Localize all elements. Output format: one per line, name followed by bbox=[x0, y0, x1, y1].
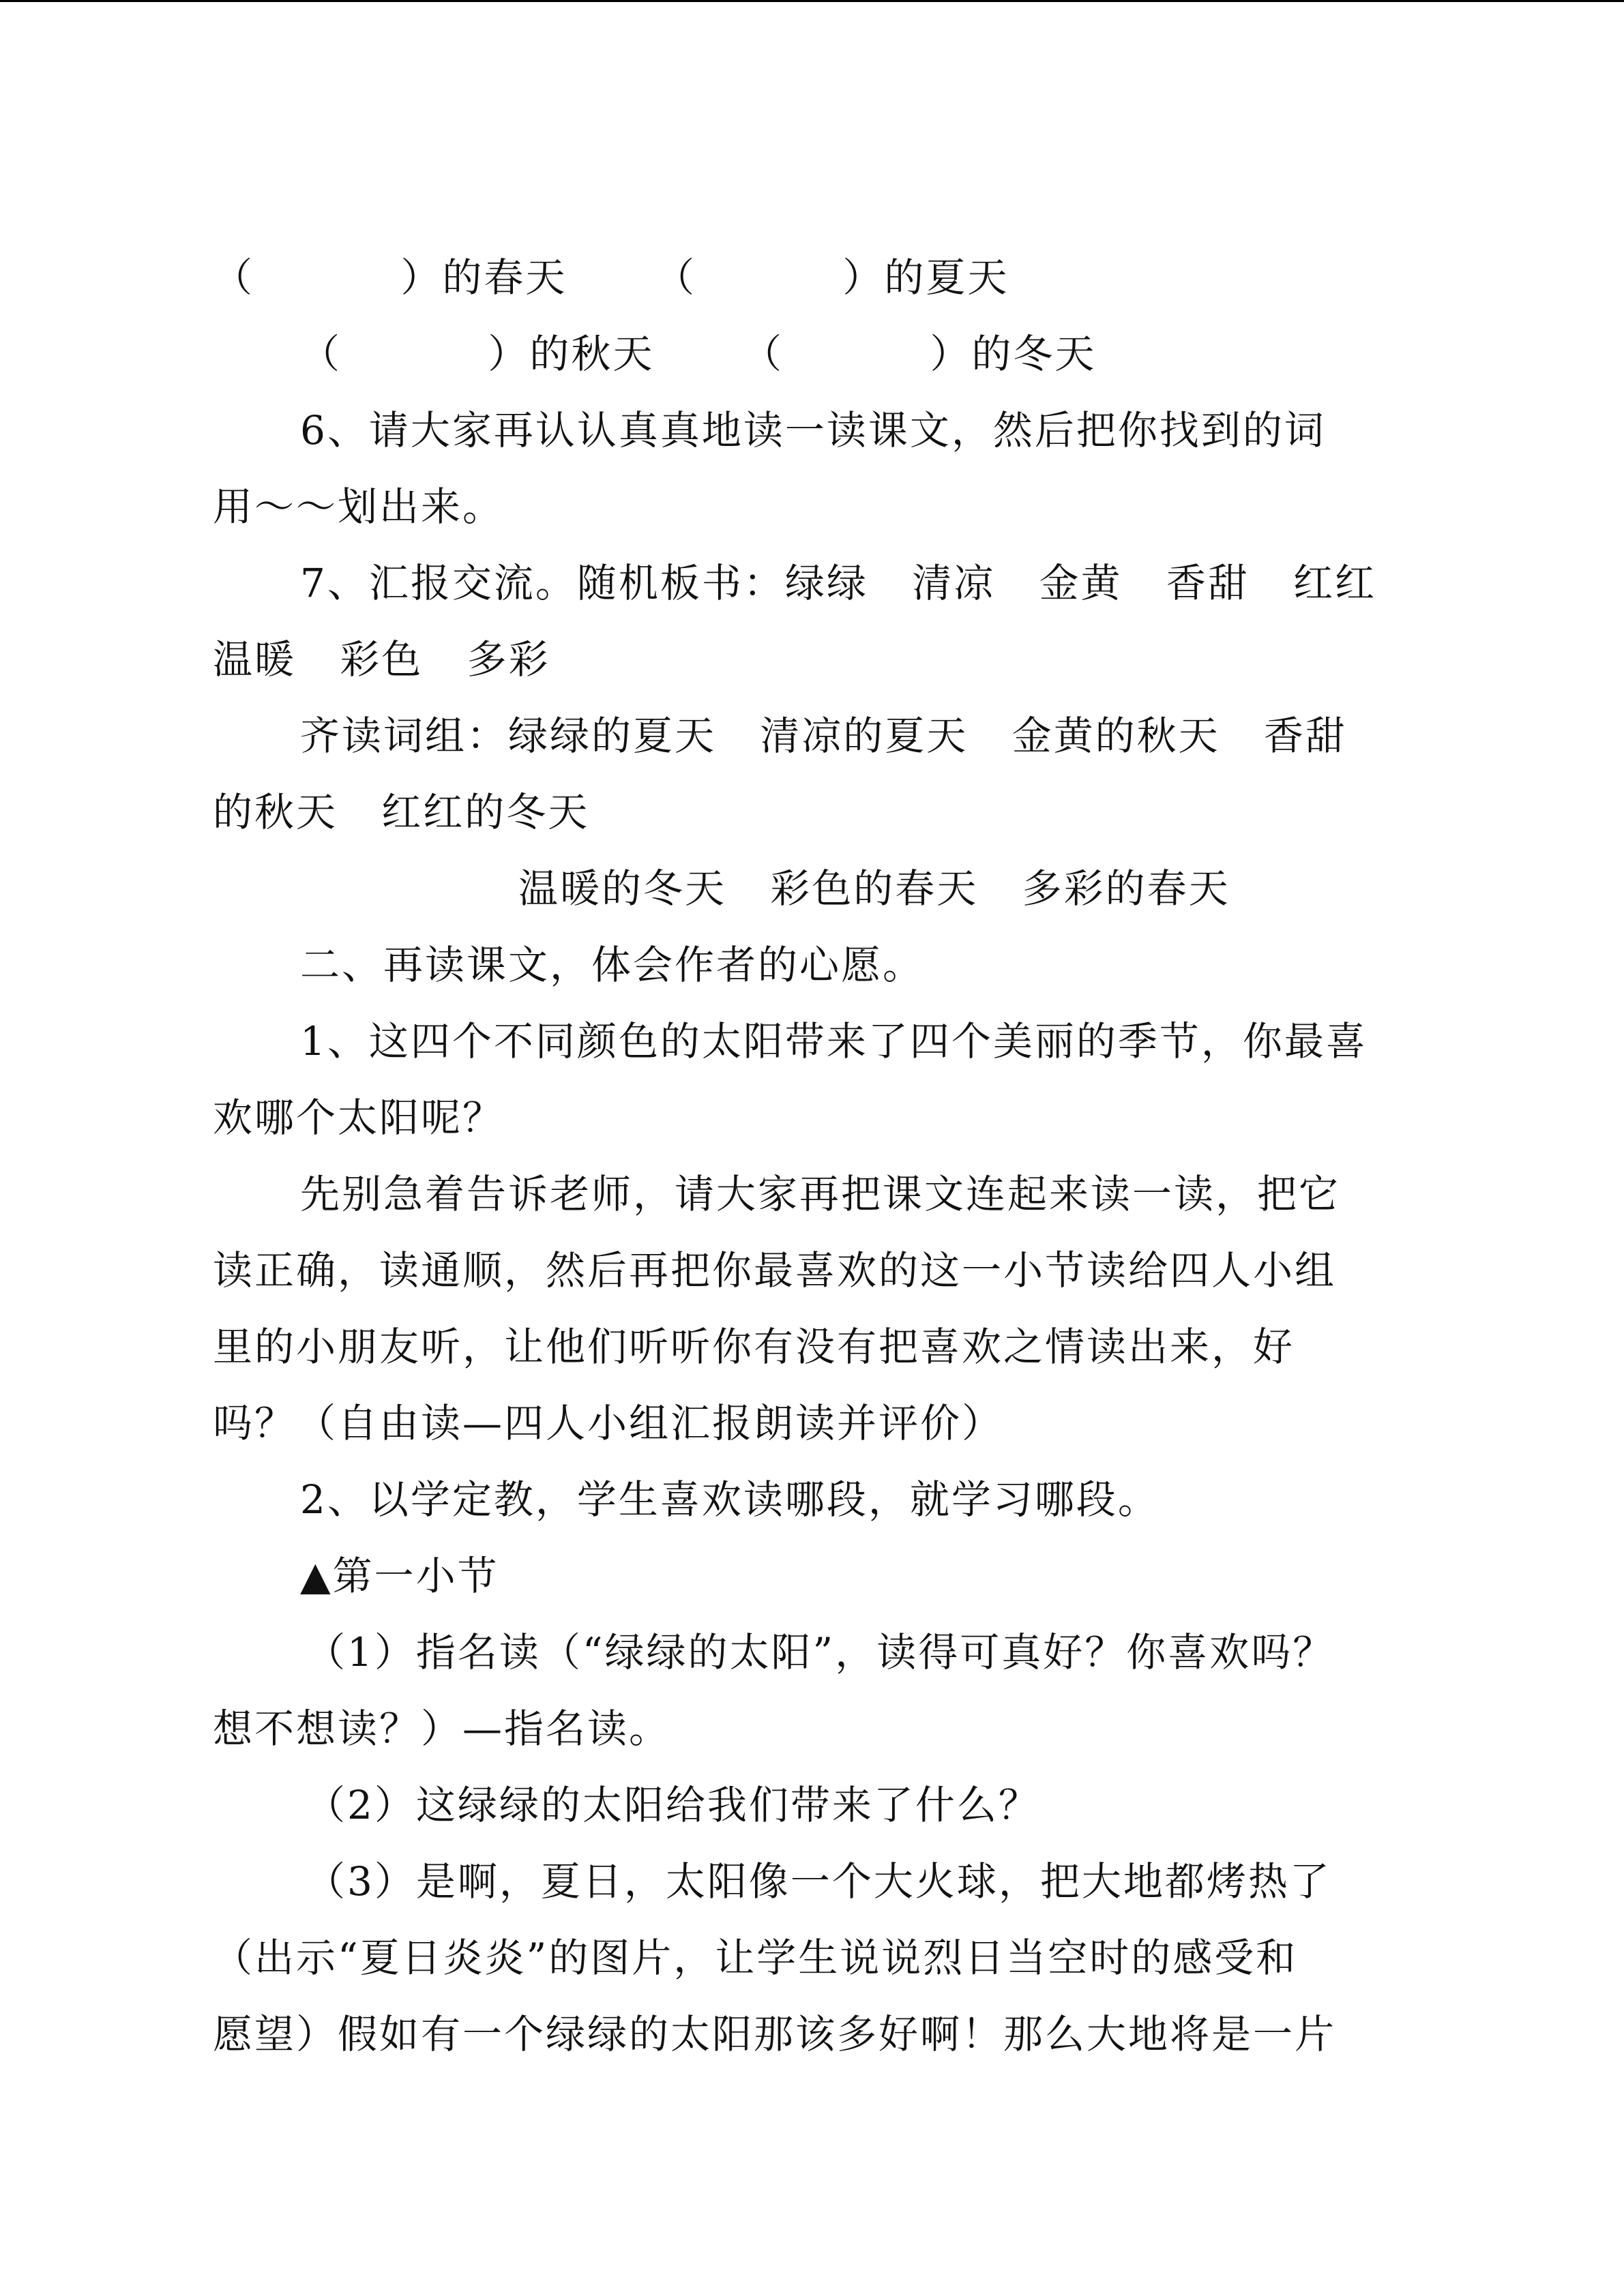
text-line: （ ）的春天 （ ）的夏天 bbox=[213, 254, 1009, 301]
text-line: 读正确，读通顺，然后再把你最喜欢的这一小节读给四人小组 bbox=[213, 1247, 1337, 1294]
text-line: 温暖 彩色 多彩 bbox=[213, 636, 550, 683]
text-line: 7、汇报交流。随机板书：绿绿 清凉 金黄 香甜 红红 bbox=[300, 560, 1377, 606]
text-line: 2、以学定教，学生喜欢读哪段，就学习哪段。 bbox=[300, 1476, 1160, 1523]
text-line: 里的小朋友听，让他们听听你有没有把喜欢之情读出来，好 bbox=[213, 1324, 1295, 1370]
text-line: （1）指名读（“绿绿的太阳”，读得可真好？你喜欢吗？ bbox=[306, 1629, 1335, 1675]
subsection-heading: ▲第一小节 bbox=[300, 1553, 499, 1599]
text-line: （ ）的秋天 （ ）的冬天 bbox=[300, 331, 1097, 377]
text-line: 愿望）假如有一个绿绿的太阳那该多好啊！那么大地将是一片 bbox=[213, 2011, 1337, 2057]
text-line: 先别急着告诉老师，请大家再把课文连起来读一读，把它 bbox=[300, 1171, 1341, 1217]
text-line: （2）这绿绿的太阳给我们带来了什么？ bbox=[306, 1782, 1040, 1828]
section-heading: 二、再读课文，体会作者的心愿。 bbox=[300, 942, 925, 988]
text-line: 用～～划出来。 bbox=[213, 483, 505, 530]
text-line: 想不想读？）—指名读。 bbox=[213, 1705, 671, 1752]
text-line: （出示“夏日炎炎”的图片，让学生说说烈日当空时的感受和 bbox=[213, 1935, 1298, 1981]
text-line: 齐读词组：绿绿的夏天 清凉的夏天 金黄的秋天 香甜 bbox=[300, 713, 1347, 759]
text-line: 温暖的冬天 彩色的春天 多彩的春天 bbox=[518, 865, 1230, 912]
text-line: 6、请大家再认认真真地读一读课文，然后把你找到的词 bbox=[300, 407, 1326, 453]
text-line: 吗？（自由读—四人小组汇报朗读并评价） bbox=[213, 1400, 1004, 1446]
text-line: 1、这四个不同颜色的太阳带来了四个美丽的季节，你最喜 bbox=[300, 1018, 1368, 1064]
text-line: （3）是啊，夏日，太阳像一个大火球，把大地都烤热了 bbox=[306, 1858, 1331, 1905]
text-line: 的秋天 红红的冬天 bbox=[213, 789, 590, 835]
top-border bbox=[0, 0, 1624, 2]
text-line: 欢哪个太阳呢？ bbox=[213, 1094, 505, 1141]
